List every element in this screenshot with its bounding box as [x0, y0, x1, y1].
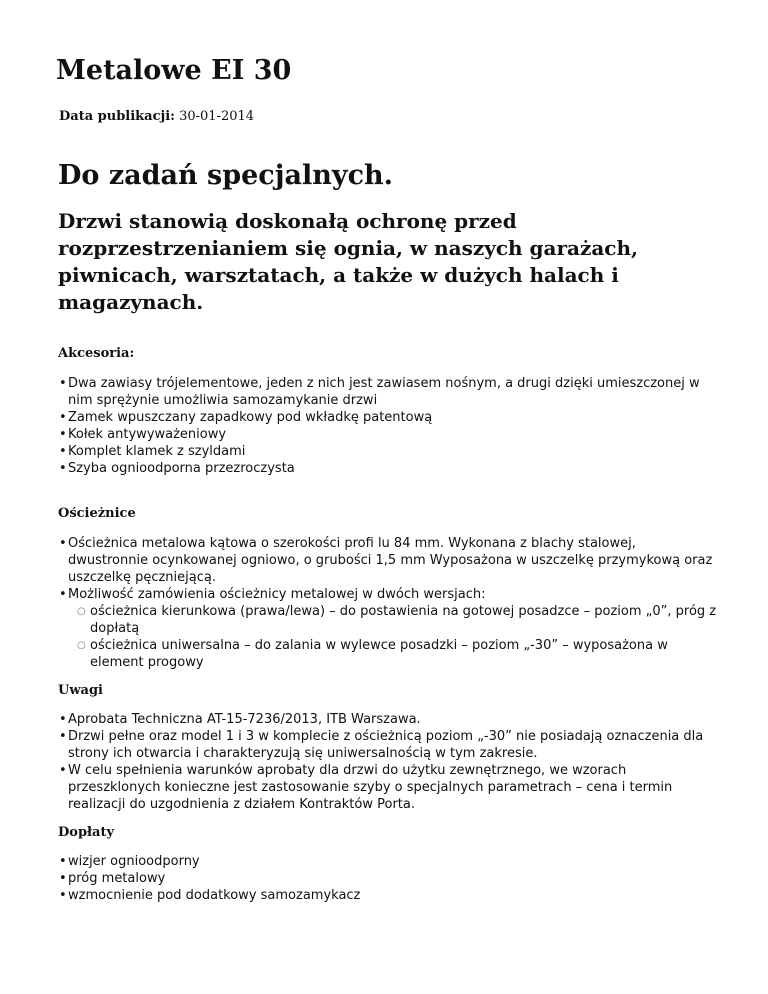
list-item: • wizjer ognioodporny: [59, 854, 200, 869]
oscieznice-list: [58, 535, 718, 671]
akcesoria-heading: Akcesoria:: [58, 346, 135, 361]
list-item: • wzmocnienie pod dodatkowy samozamykacz: [59, 888, 361, 903]
akcesoria-list: [58, 375, 718, 477]
bullet-icon: •: [59, 461, 67, 476]
circle-bullet-icon: ○: [77, 606, 86, 617]
list-item: • Aprobata Techniczna AT-15-7236/2013, ITB Warszawa.: [59, 712, 421, 727]
lead-paragraph: Drzwi stanowią doskonałą ochronę przed rozprzestrzenianiem się ognia, w naszych garażach, piwnicach, warsztatach, a także w dużych halach i magazynach.: [58, 209, 638, 314]
section-uwagi: [58, 682, 718, 813]
sub-list-item: ○ ościeżnica kierunkowa (prawa/lewa) – do postawienia na gotowej posadzce – poziom „0”, próg z dopłatą: [77, 604, 717, 636]
section-oscieznice: [58, 505, 718, 671]
list-item: • Ościeżnica metalowa kątowa o szerokości profi lu 84 mm. Wykonana z blachy stalowej, dwustronnie ocynkowanej ogniowo, o grubości 1,5 mm Wyposażona w uszczelkę przymykową oraz uszczelkę pęczniejącą.: [59, 536, 713, 585]
bullet-icon: •: [59, 427, 67, 442]
bullet-icon: •: [59, 376, 67, 391]
publication-date: [59, 108, 254, 126]
uwagi-heading: Uwagi: [58, 683, 103, 698]
list-item: • Dwa zawiasy trójelementowe, jeden z nich jest zawiasem nośnym, a drugi dzięki umieszczonej w nim sprężynie umożliwia samozamykanie drzwi: [59, 376, 700, 408]
uwagi-list: [58, 711, 718, 813]
oscieznice-sublist: [68, 603, 718, 671]
sub-list-item: ○ ościeżnica uniwersalna – do zalania w wylewce posadzki – poziom „-30” – wyposażona w element progowy: [77, 638, 668, 670]
list-item: • Szyba ognioodporna przezroczysta: [59, 461, 295, 476]
list-item: • Możliwość zamówienia ościeżnicy metalowej w dwóch wersjach: ○ ościeżnica kierunkowa (prawa/lewa) – do postawienia na gotowej posadzce – poziom „0”, próg z dopłatą ○ ościeżnica uniwersalna – do zalania w wylewce posadzki – poziom „-30” – wyposażona w element progowy: [59, 587, 717, 670]
publication-date-label: Data publikacji:: [59, 109, 175, 124]
bullet-icon: •: [59, 410, 67, 425]
page-title: Metalowe EI 30: [56, 55, 292, 86]
list-item: • Zamek wpuszczany zapadkowy pod wkładkę patentową: [59, 410, 433, 425]
bullet-icon: •: [59, 536, 67, 551]
bullet-icon: •: [59, 587, 67, 602]
section-akcesoria: [58, 345, 718, 477]
bullet-icon: •: [59, 888, 67, 903]
bullet-icon: •: [59, 444, 67, 459]
doplaty-list: [58, 853, 718, 904]
bullet-icon: •: [59, 871, 67, 886]
oscieznice-heading: Ościeżnice: [58, 506, 136, 521]
list-item: • próg metalowy: [59, 871, 166, 886]
circle-bullet-icon: ○: [77, 640, 86, 651]
list-item: • Kołek antywyważeniowy: [59, 427, 227, 442]
bullet-icon: •: [59, 854, 67, 869]
bullet-icon: •: [59, 729, 67, 744]
doplaty-heading: Dopłaty: [58, 825, 115, 840]
list-item: • Komplet klamek z szyldami: [59, 444, 246, 459]
section-heading: Do zadań specjalnych.: [58, 160, 394, 191]
list-item: • Drzwi pełne oraz model 1 i 3 w komplecie z ościeżnicą poziom „-30” nie posiadają oznaczenia dla strony ich otwarcia i charakteryzują się uniwersalnością w tym zakresie.: [59, 729, 704, 761]
list-item: • W celu spełnienia warunków aprobaty dla drzwi do użytku zewnętrznego, we wzorach przeszklonych konieczne jest zastosowanie szyby o specjalnych parametrach – cena i termin realizacji do uzgodnienia z działem Kontraktów Porta.: [59, 763, 673, 812]
section-doplaty: [58, 824, 718, 904]
bullet-icon: •: [59, 712, 67, 727]
bullet-icon: •: [59, 763, 67, 778]
publication-date-value: 30-01-2014: [179, 109, 255, 124]
